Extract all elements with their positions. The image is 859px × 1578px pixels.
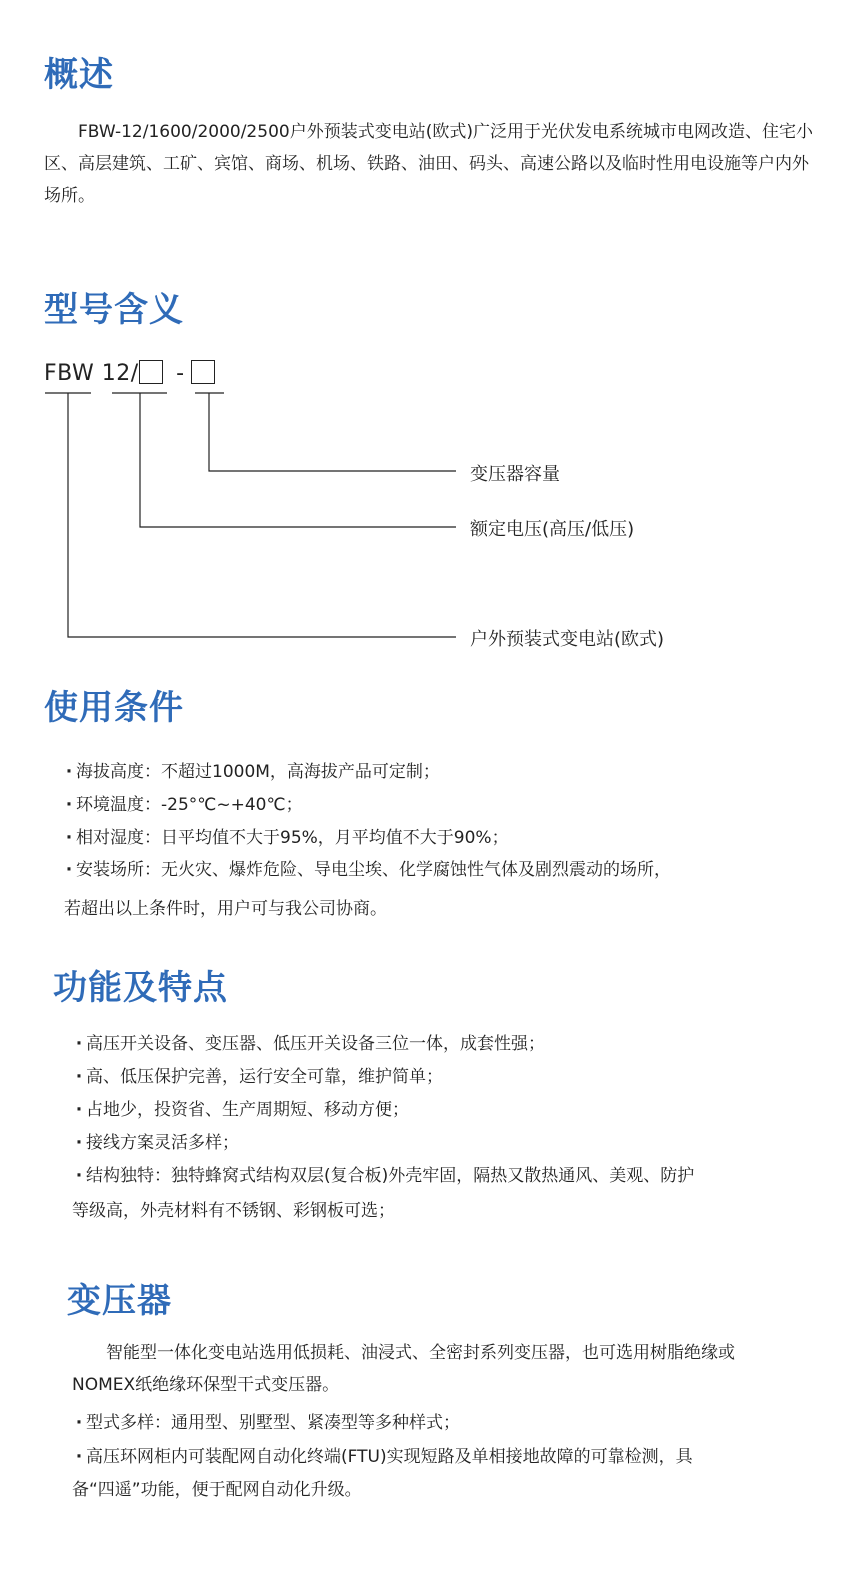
- conditions-heading: 使用条件: [44, 688, 184, 728]
- overview-paragraph: FBW-12/1600/2000/2500户外预装式变电站(欧式)广泛用于光伏发电系统城市电网改造、住宅小区、高层建筑、工矿、宾馆、商场、机场、铁路、油田、码头、高速公路以及临时性用电设施等户内外场所。: [44, 122, 813, 206]
- conditions-continuation: 若超出以上条件时，用户可与我公司协商。: [64, 899, 387, 919]
- label-substation: 户外预装式变电站(欧式): [470, 629, 665, 650]
- label-voltage: 额定电压(高压/低压): [470, 519, 635, 540]
- list-item: · 接线方案灵活多样；: [72, 1127, 832, 1160]
- list-item: · 安装场所：无火灾、爆炸危险、导电尘埃、化学腐蚀性气体及剧烈震动的场所，: [62, 855, 822, 886]
- features-continuation: 等级高，外壳材料有不锈钢、彩钢板可选；: [72, 1201, 395, 1221]
- transformer-continuation: 备“四遥”功能，便于配网自动化升级。: [72, 1480, 362, 1500]
- transformer-heading: 变压器: [67, 1281, 172, 1321]
- list-item: · 相对湿度：日平均值不大于95%，月平均值不大于90%；: [62, 822, 822, 855]
- features-heading: 功能及特点: [53, 968, 228, 1008]
- model-diagram: [0, 0, 859, 660]
- transformer-paragraph: 智能型一体化变电站选用低损耗、油浸式、全密封系列变压器，也可选用树脂绝缘或NOMEX纸绝缘环保型干式变压器。: [72, 1343, 735, 1395]
- list-item: · 高压环网柜内可装配网自动化终端(FTU)实现短路及单相接地故障的可靠检测，具: [72, 1440, 832, 1474]
- list-item: · 环境温度：-25°℃~+40℃；: [62, 789, 822, 822]
- list-item: · 高压开关设备、变压器、低压开关设备三位一体，成套性强；: [72, 1028, 832, 1061]
- list-item: · 海拔高度：不超过1000M，高海拔产品可定制；: [62, 756, 822, 789]
- model-code-prefix: FBW 12/: [44, 361, 139, 386]
- list-item: · 高、低压保护完善，运行安全可靠，维护简单；: [72, 1061, 832, 1094]
- list-item: · 占地少，投资省、生产周期短、移动方便；: [72, 1094, 832, 1127]
- label-capacity: 变压器容量: [470, 464, 560, 485]
- model-code-dash: -: [176, 361, 185, 386]
- overview-heading: 概述: [44, 55, 114, 95]
- features-list: [72, 1028, 832, 1193]
- model-heading: 型号含义: [44, 290, 184, 330]
- transformer-list: [72, 1406, 832, 1474]
- list-item: · 结构独特：独特蜂窝式结构双层(复合板)外壳牢固，隔热又散热通风、美观、防护: [72, 1160, 832, 1193]
- conditions-list: [62, 756, 822, 886]
- list-item: · 型式多样：通用型、别墅型、紧凑型等多种样式；: [72, 1406, 832, 1440]
